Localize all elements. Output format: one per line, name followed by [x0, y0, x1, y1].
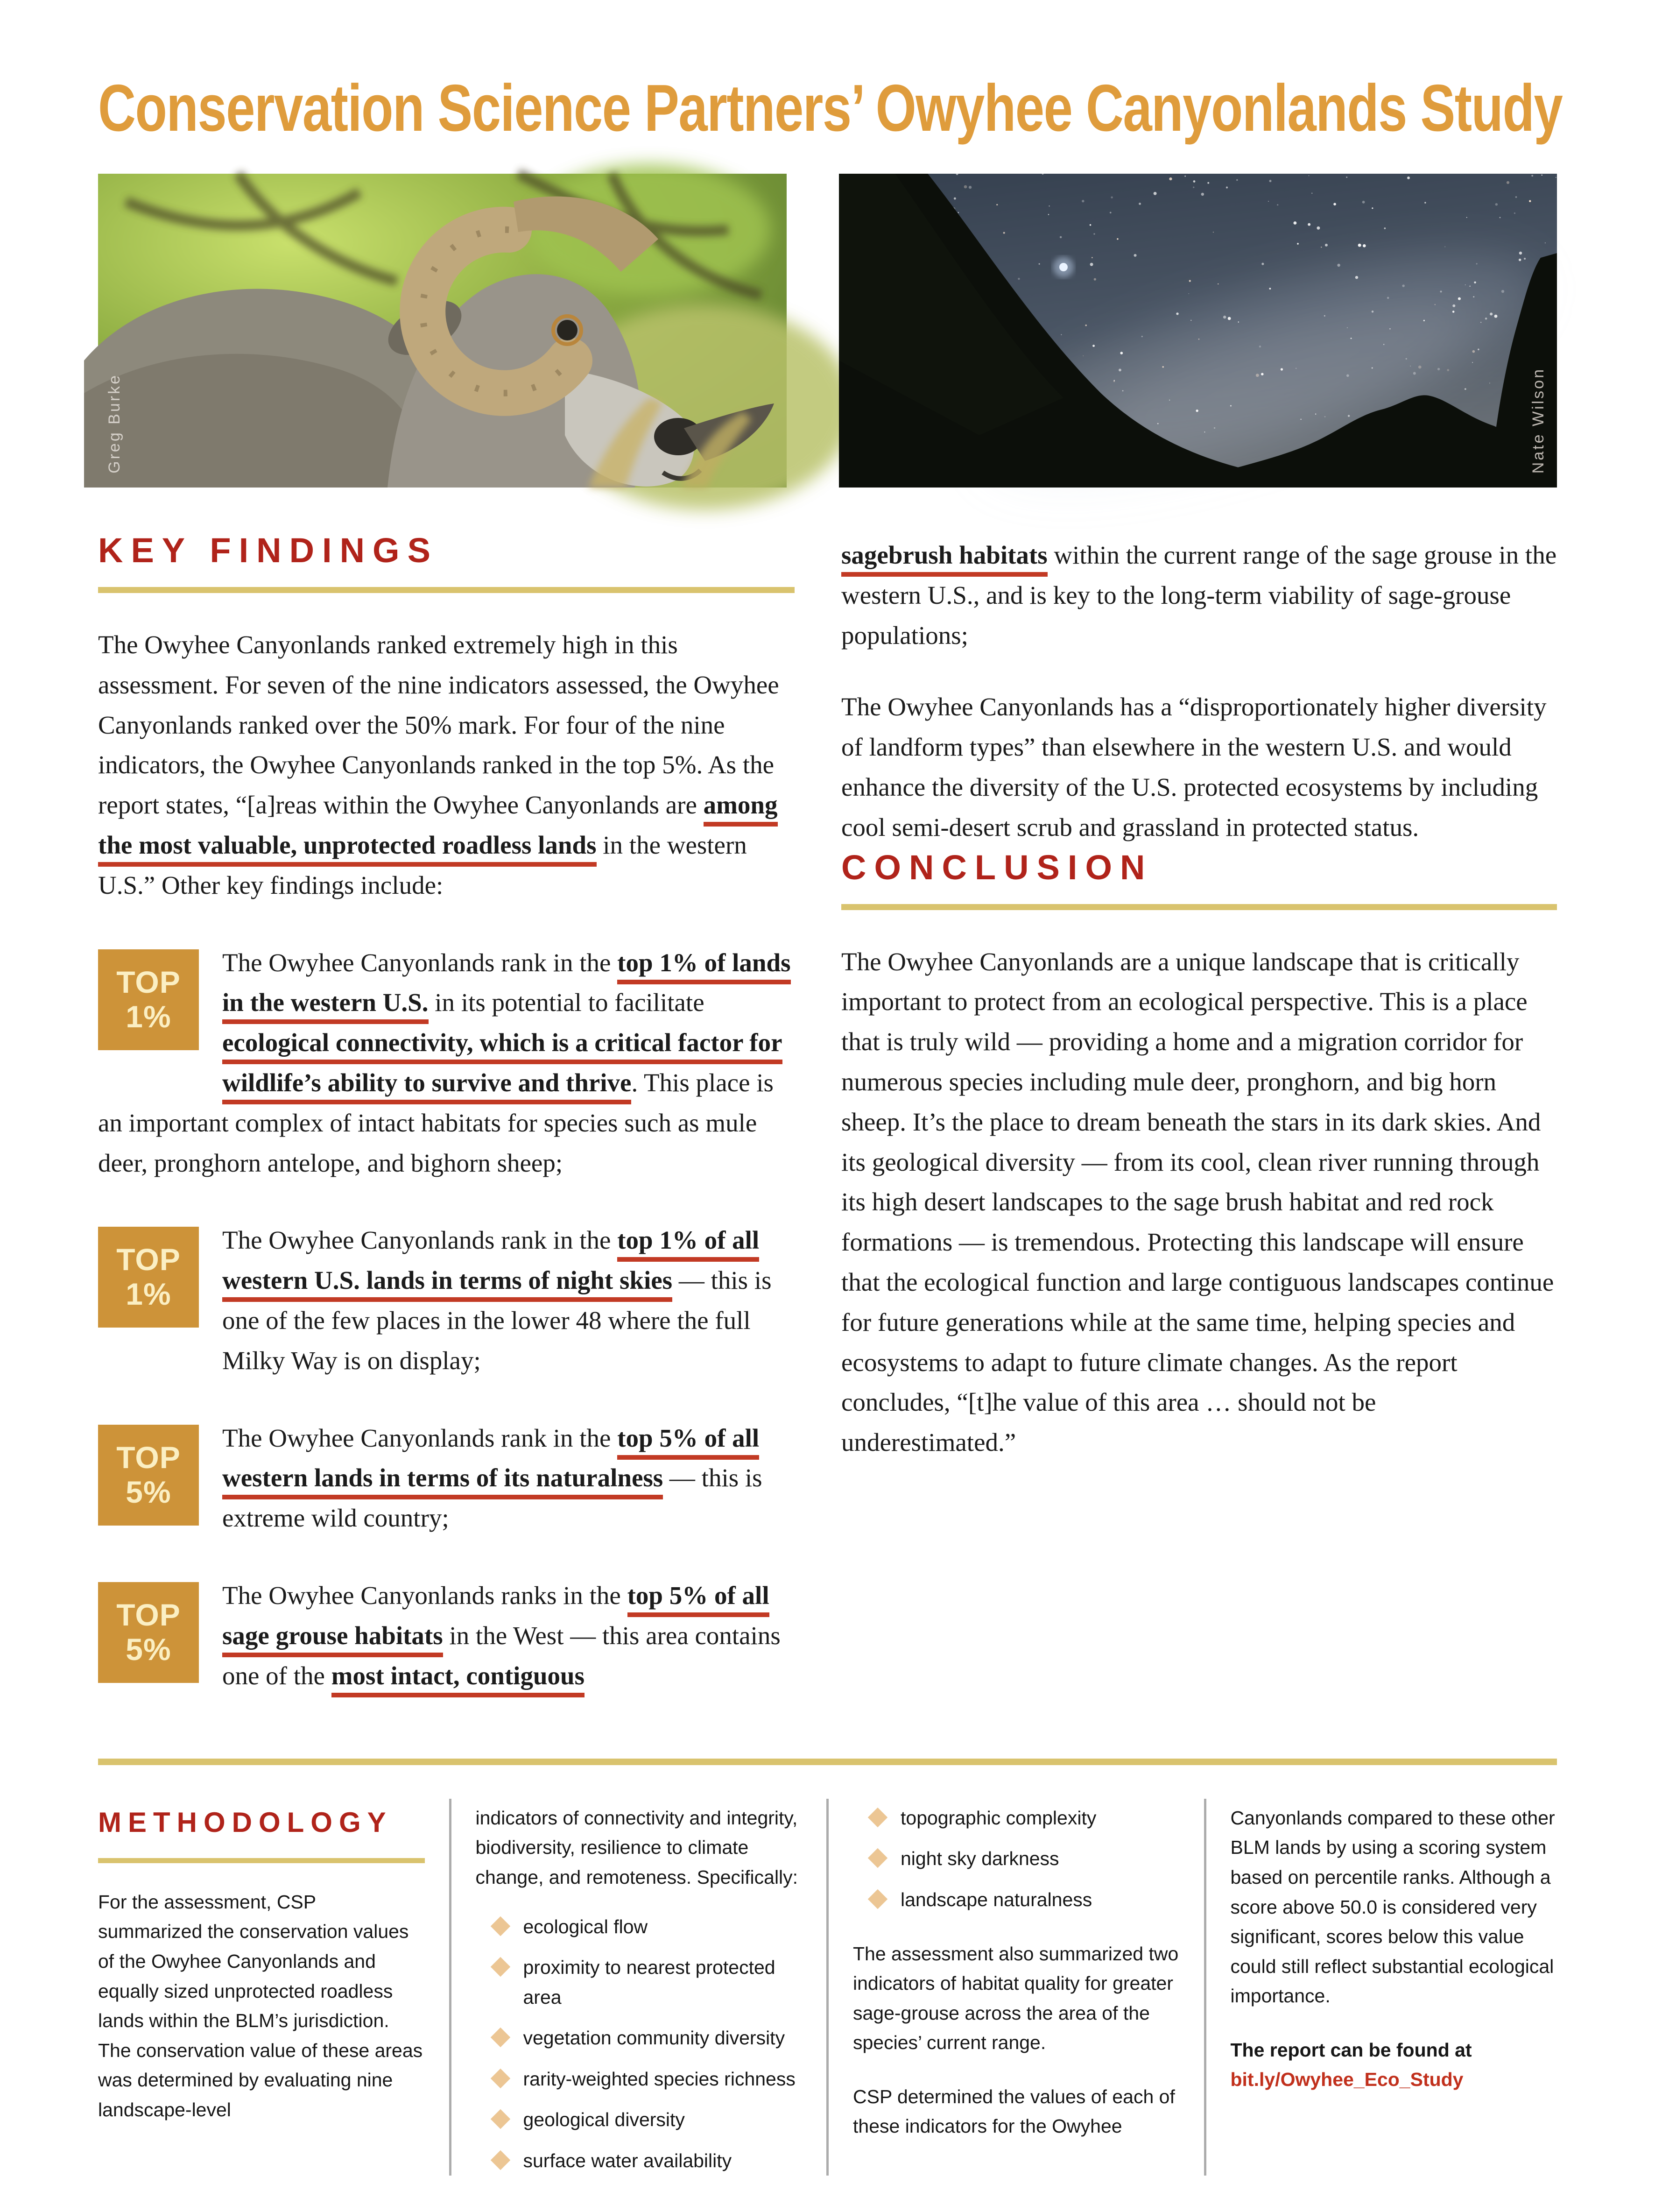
methodology-col-3	[826, 1799, 1204, 2176]
badge-percent: 1%	[126, 999, 171, 1034]
habitat-quality-paragraph: The assessment also summarized two indicators of habitat quality for greater sage-grouse across the area of the species’ current range.	[853, 1943, 1179, 2054]
sagebrush-continuation: sagebrush habitats within the current range of the sage grouse in the western U.S., and is key to the long-term viability of sage-grouse populations;	[841, 541, 1557, 650]
bullet-label: proximity to nearest protected area	[523, 1957, 775, 2008]
finding-item-night-skies	[98, 1220, 795, 1380]
list-item	[493, 2146, 803, 2176]
bullet-label: rarity-weighted species richness	[523, 2068, 796, 2090]
bullet-label: topographic complexity	[901, 1807, 1097, 1829]
diamond-bullet-icon	[490, 1916, 510, 1936]
methodology-col-4	[1204, 1799, 1557, 2176]
bullet-label: night sky darkness	[901, 1848, 1059, 1870]
list-item	[493, 1912, 803, 1942]
key-findings-heading: KEY FINDINGS	[98, 530, 795, 593]
badge-percent: 5%	[126, 1474, 171, 1509]
methodology-paragraph-1: For the assessment, CSP summarized the conservation values of the Owyhee Canyonlands and equally sized unprotected roadless lands within the BLM’s jurisdiction. The conservation value of these areas was determined by evaluating nine landscape-level	[98, 1891, 423, 2120]
key-findings-intro: The Owyhee Canyonlands ranked extremely high in this assessment. For seven of the nine indicators assessed, the Owyhee Canyonlands ranked over the 50% mark. For four of the nine indicators, the Owyhee Canyonlands ranked in the top 5%. As the report states, “[a]reas within the Owyhee Canyonlands are among the most valuable, unprotected roadless lands in the western U.S.” Other key findings include:	[98, 630, 779, 899]
list-item	[493, 2064, 803, 2094]
bighorn-sheep-illustration	[98, 174, 787, 488]
bighorn-sheep-photo	[98, 174, 787, 488]
badge-word: TOP	[116, 964, 181, 999]
indicator-list-2	[853, 1803, 1180, 1915]
methodology-section	[98, 1759, 1557, 2176]
bullet-label: vegetation community diversity	[523, 2027, 785, 2049]
diamond-bullet-icon	[490, 2150, 510, 2170]
finding-text: The Owyhee Canyonlands ranks in the top 5% of all sage grouse habitats in the West — this area contains one of the most intact, contiguous	[222, 1581, 781, 1697]
badge-word: TOP	[116, 1440, 181, 1475]
report-link[interactable]: bit.ly/Owyhee_Eco_Study	[1230, 2069, 1464, 2091]
diamond-bullet-icon	[868, 1889, 887, 1909]
methodology-heading: METHODOLOGY	[98, 1801, 425, 1863]
conclusion-heading: CONCLUSION	[841, 848, 1557, 910]
finding-item-connectivity	[98, 943, 795, 1183]
conclusion-column	[841, 530, 1557, 1713]
finding-text: The Owyhee Canyonlands rank in the top 1% of lands in the western U.S. in its potential to facilitate ecological connectivity, which is a critical factor for wildlife’s ability to survive and thrive. This place is an important complex of intact habitats for species such as mule deer, pronghorn antelope, and bighorn sheep;	[98, 948, 791, 1177]
indicator-list-1	[476, 1912, 803, 2176]
night-sky-illustration	[839, 174, 1557, 488]
photo-row	[98, 174, 1557, 488]
list-item	[493, 2023, 803, 2053]
diamond-bullet-icon	[868, 1848, 887, 1868]
bullet-label: surface water availability	[523, 2149, 732, 2171]
bullet-label: landscape naturalness	[901, 1889, 1092, 1911]
finding-text: The Owyhee Canyonlands rank in the top 5% of all western lands in terms of its naturalness — this is extreme wild country;	[222, 1423, 762, 1533]
top-1-percent-badge	[98, 949, 199, 1050]
bullet-label: ecological flow	[523, 1915, 648, 1937]
scoring-paragraph: Canyonlands compared to these other BLM lands by using a scoring system based on percentile ranks. Although a score above 50.0 is considered very significant, scores below this value could still reflect substantial ecological importance.	[1230, 1807, 1555, 2007]
list-item	[871, 1885, 1180, 1915]
photo-credit-left: Greg Burke	[106, 374, 123, 473]
list-item	[871, 1844, 1180, 1874]
conclusion-paragraph: The Owyhee Canyonlands are a unique landscape that is critically important to protect from an ecological perspective. This is a place that is truly wild — providing a home and a migration corridor for numerous species including mule deer, pronghorn, and big horn sheep. It’s the place to dream beneath the stars in its dark skies. And its geological diversity — from its cool, clean river running through its high desert landscapes to the sage brush habitat and red rock formations — is tremendous. Protecting this landscape will ensure that the ecological function and large contiguous landscapes continue for future generations while at the same time, helping species and ecosystems to adapt to future climate changes. As the report concludes, “[t]he value of this area … should not be underestimated.”	[841, 947, 1554, 1457]
top-1-percent-badge	[98, 1227, 199, 1328]
bullet-label: geological diversity	[523, 2109, 685, 2131]
page-title: Conservation Science Partners’ Owyhee Canyonlands Study	[98, 71, 1563, 145]
methodology-col-1	[98, 1799, 449, 2176]
key-findings-column	[98, 530, 795, 1713]
top-5-percent-badge	[98, 1582, 199, 1683]
indicators-intro: indicators of connectivity and integrity, biodiversity, resilience to climate change, and remoteness. Specifically:	[475, 1807, 798, 1888]
diamond-bullet-icon	[490, 2028, 510, 2047]
csp-values-paragraph: CSP determined the values of each of these indicators for the Owyhee	[853, 2085, 1175, 2137]
badge-percent: 1%	[126, 1277, 171, 1312]
badge-percent: 5%	[126, 1632, 171, 1667]
bright-star	[1059, 263, 1068, 271]
list-item	[493, 1953, 803, 2012]
diamond-bullet-icon	[490, 2069, 510, 2088]
finding-item-naturalness	[98, 1418, 795, 1538]
landform-diversity-paragraph: The Owyhee Canyonlands has a “disproportionately higher diversity of landform types” than elsewhere in the western U.S. and would enhance the diversity of the U.S. protected ecosystems by including cool semi-desert scrub and grassland in protected status.	[841, 693, 1547, 841]
report-page	[0, 70, 1655, 2212]
list-item	[871, 1803, 1180, 1833]
badge-word: TOP	[116, 1242, 181, 1277]
diamond-bullet-icon	[490, 1957, 510, 1977]
body-columns	[98, 530, 1557, 1713]
finding-item-sage-grouse	[98, 1576, 795, 1696]
list-item	[493, 2105, 803, 2135]
diamond-bullet-icon	[490, 2109, 510, 2129]
methodology-col-2	[449, 1799, 827, 2176]
diamond-bullet-icon	[868, 1808, 887, 1827]
badge-word: TOP	[116, 1597, 181, 1632]
photo-credit-right: Nate Wilson	[1529, 367, 1547, 473]
finding-text: The Owyhee Canyonlands rank in the top 1% of all western U.S. lands in terms of night skies — this is one of the few places in the lower 48 where the full Milky Way is on display;	[222, 1226, 772, 1375]
night-sky-photo	[839, 174, 1557, 488]
report-found-label: The report can be found at	[1230, 2039, 1472, 2061]
top-5-percent-badge	[98, 1425, 199, 1526]
